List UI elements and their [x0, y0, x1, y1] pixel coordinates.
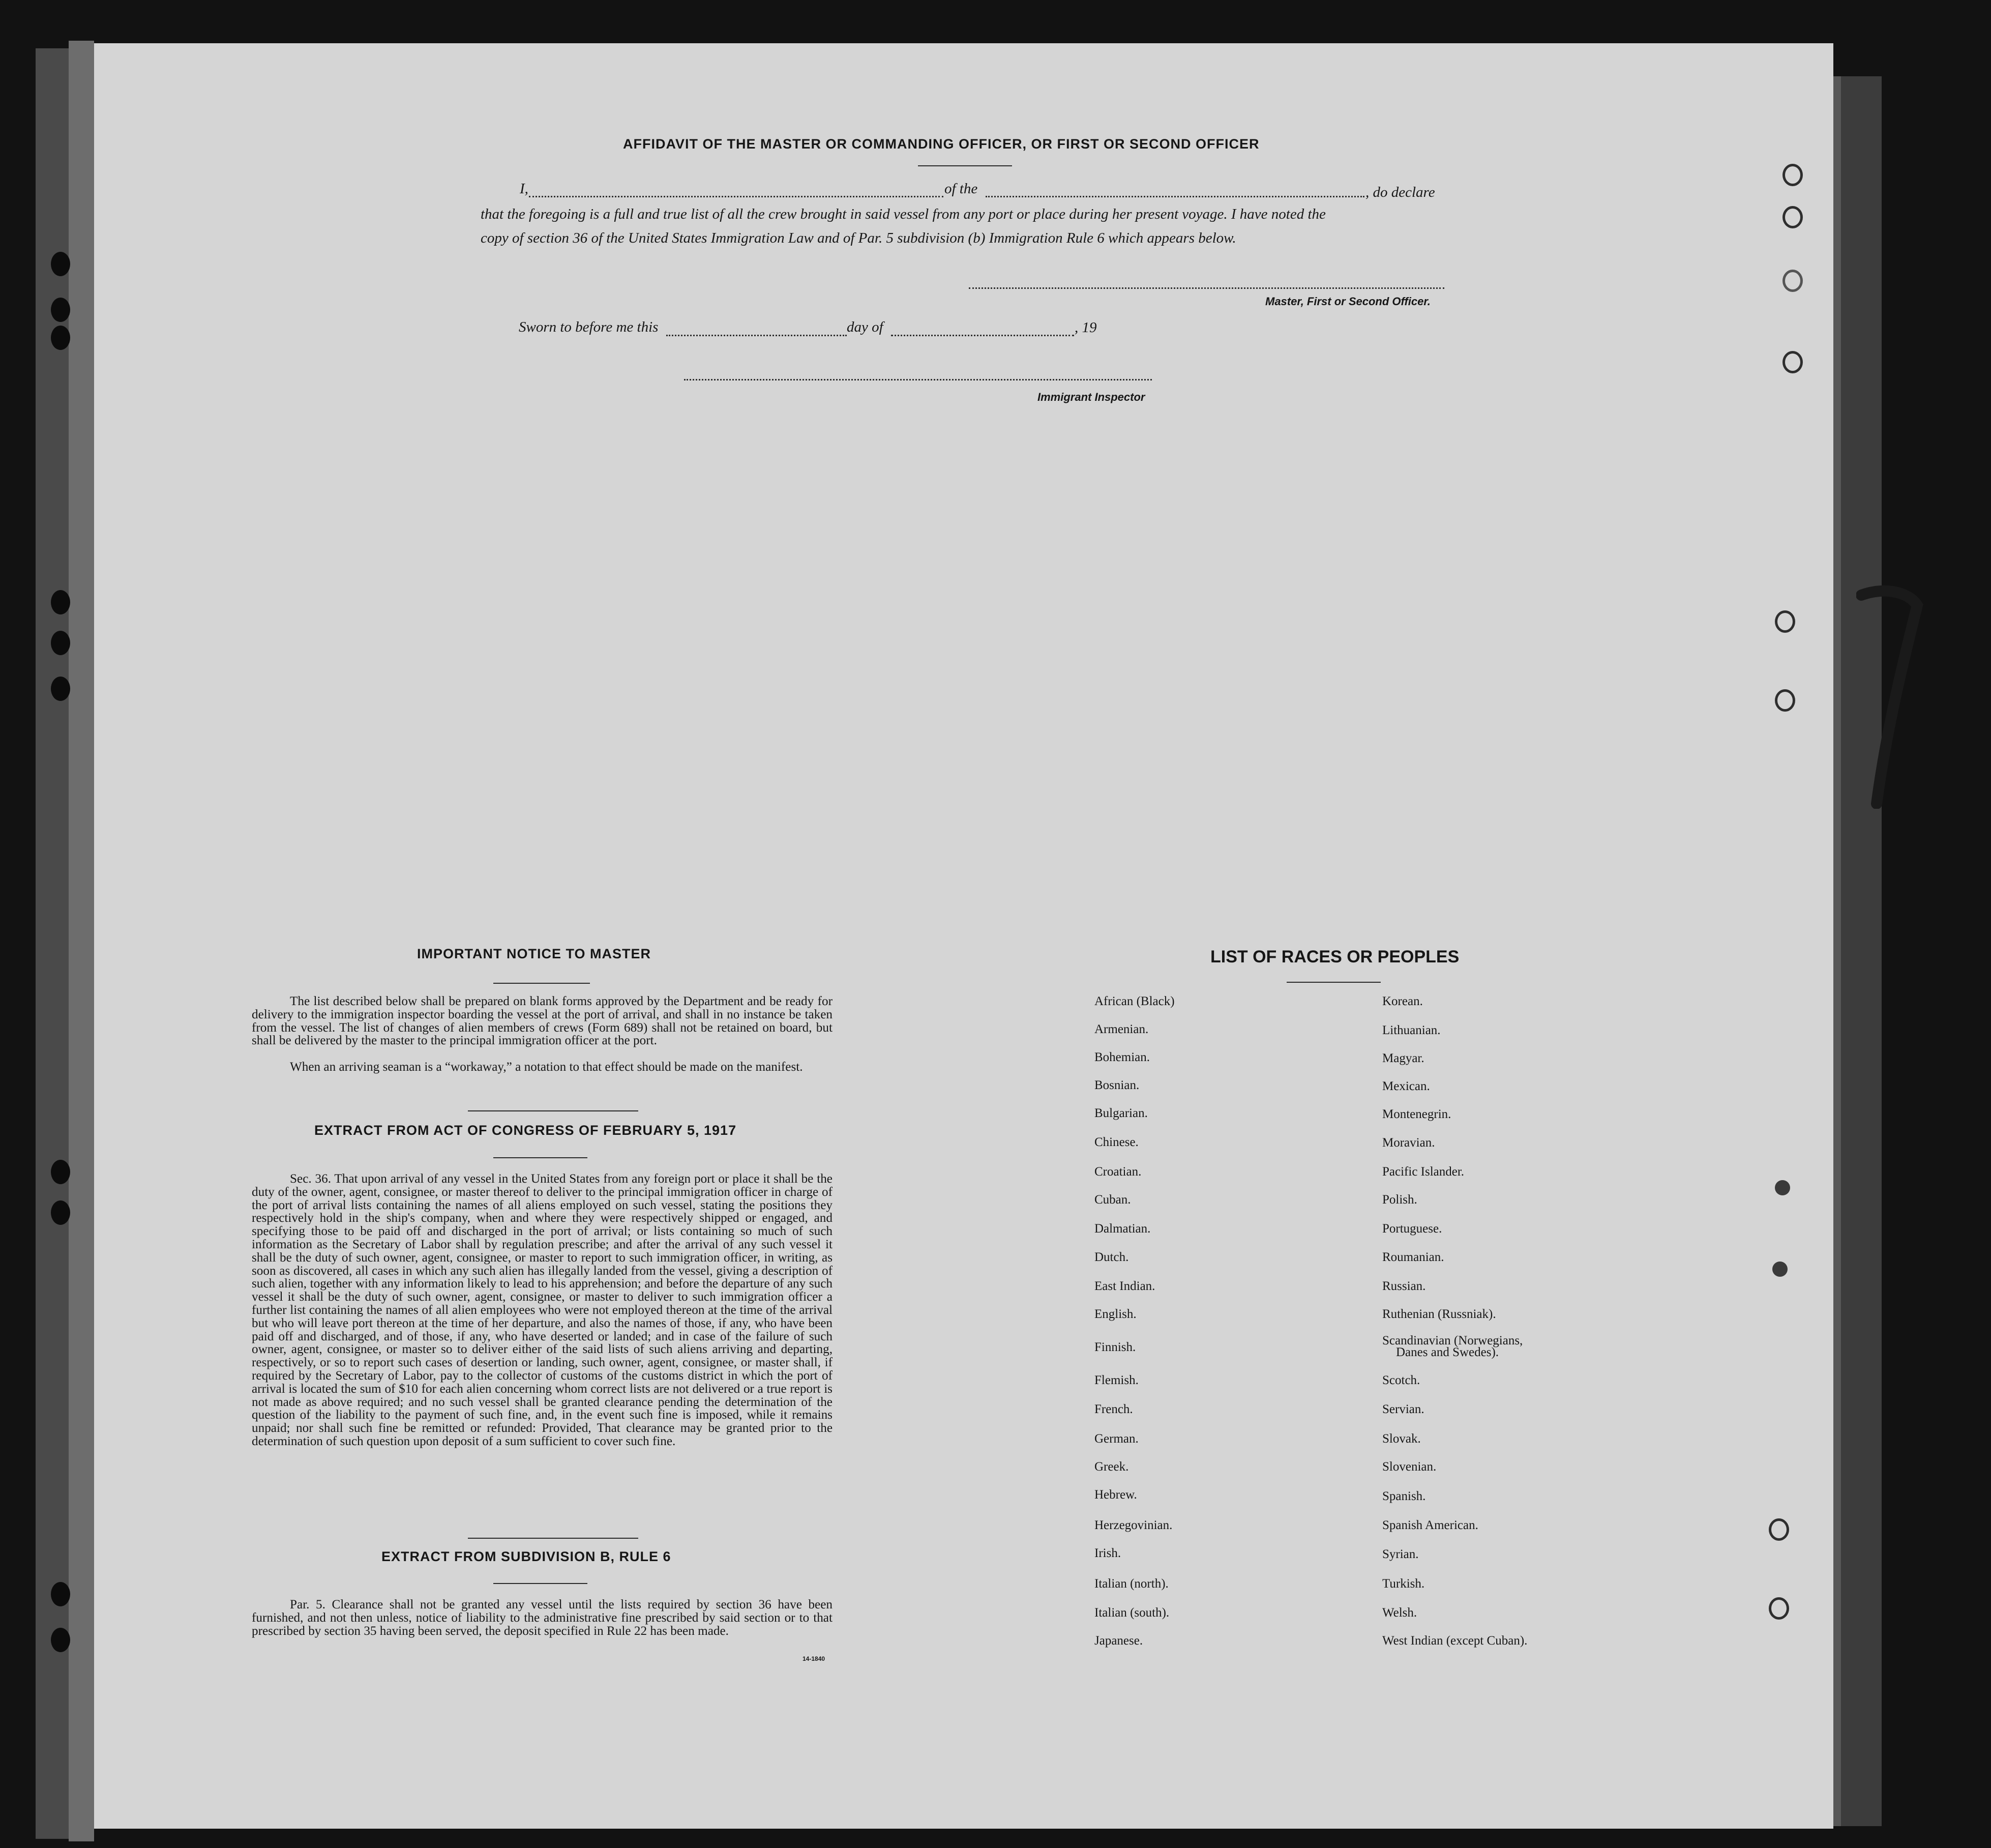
sworn-year-label: , 19: [1075, 319, 1097, 336]
left-race-item: Italian (south).: [1094, 1606, 1170, 1620]
inspector-signature-label: Immigrant Inspector: [1037, 391, 1145, 403]
divider: [1287, 982, 1381, 983]
left-race-item: Cuban.: [1094, 1193, 1131, 1207]
binder-edge-inner: [69, 41, 94, 1841]
right-race-item: Scandinavian (Norwegians,: [1382, 1334, 1523, 1347]
left-race-item: African (Black): [1094, 994, 1175, 1008]
right-race-item: Servian.: [1382, 1402, 1424, 1416]
sworn-day-of-label: day of: [847, 319, 883, 335]
affidavit-declare-label: , do declare: [1365, 184, 1435, 200]
divider: [468, 1538, 638, 1539]
left-race-item: Irish.: [1094, 1546, 1121, 1560]
right-race-item: Korean.: [1382, 994, 1423, 1008]
right-race-item: Portuguese.: [1382, 1222, 1442, 1236]
affidavit-of-the-label: of the: [944, 181, 978, 197]
vessel-field-line[interactable]: [986, 196, 1364, 197]
left-race-item: French.: [1094, 1402, 1133, 1416]
right-race-item: West Indian (except Cuban).: [1382, 1634, 1528, 1648]
punch-hole: [51, 1200, 70, 1225]
punch-hole: [1775, 610, 1795, 633]
left-race-item: Finnish.: [1094, 1340, 1136, 1354]
right-race-item: Syrian.: [1382, 1547, 1419, 1561]
punch-hole: [1782, 206, 1803, 228]
punch-hole: [51, 677, 70, 701]
punch-hole: [51, 298, 70, 322]
left-race-item: German.: [1094, 1432, 1139, 1446]
left-race-item: Herzegovinian.: [1094, 1518, 1173, 1532]
right-race-item: Montenegrin.: [1382, 1107, 1451, 1121]
par-5-text: Par. 5. Clearance shall not be granted any vessel until the lists required by section 36 have been furnished, and not then unless, notice of liability to the administrative fine prescribed by said section or to that prescribed by section 35 having been served, the deposit specified in Rule 22 has been made.: [252, 1598, 833, 1638]
right-race-item: Pacific Islander.: [1382, 1165, 1465, 1179]
affidavit-line-2: that the foregoing is a full and true list of all the crew brought in said vessel from any port or place during her present voyage. I have noted the: [481, 206, 1326, 222]
divider: [918, 165, 1012, 166]
divider: [468, 1110, 638, 1111]
extract-rule-title: EXTRACT FROM SUBDIVISION B, RULE 6: [381, 1549, 671, 1564]
punch-hole: [1772, 1262, 1788, 1277]
punch-hole: [1769, 1518, 1789, 1541]
punch-hole: [1775, 689, 1795, 712]
races-title: LIST OF RACES OR PEOPLES: [1210, 947, 1460, 966]
right-race-item: Slovak.: [1382, 1432, 1421, 1446]
punch-hole: [51, 252, 70, 276]
punch-hole: [51, 1628, 70, 1652]
left-race-item: Croatian.: [1094, 1165, 1142, 1179]
form-code: 14-1840: [803, 1655, 825, 1662]
affidavit-i-label: I,: [520, 181, 528, 197]
affidavit-title: AFFIDAVIT OF THE MASTER OR COMMANDING OFFICER, OR FIRST OR SECOND OFFICER: [623, 136, 1260, 152]
left-race-item: English.: [1094, 1307, 1137, 1321]
left-race-item: Hebrew.: [1094, 1488, 1137, 1502]
right-race-item: Slovenian.: [1382, 1460, 1437, 1474]
divider: [493, 983, 590, 984]
right-race-item: Mexican.: [1382, 1079, 1430, 1093]
left-race-item: Flemish.: [1094, 1373, 1139, 1387]
right-race-item: Lithuanian.: [1382, 1023, 1441, 1037]
left-race-item: Bosnian.: [1094, 1078, 1140, 1092]
punch-hole: [51, 1582, 70, 1606]
underlying-sheet-edge: [1841, 76, 1882, 1826]
punch-hole: [51, 326, 70, 350]
left-race-item: Greek.: [1094, 1460, 1129, 1474]
form-page: [94, 43, 1833, 1829]
right-race-item: Ruthenian (Russniak).: [1382, 1307, 1496, 1321]
right-race-item: Roumanian.: [1382, 1250, 1444, 1264]
divider: [493, 1583, 587, 1584]
left-race-item: Dutch.: [1094, 1250, 1129, 1264]
extract-act-title: EXTRACT FROM ACT OF CONGRESS OF FEBRUARY 5, 1917: [314, 1123, 737, 1138]
left-race-item: East Indian.: [1094, 1279, 1155, 1293]
punch-hole: [1782, 351, 1803, 373]
name-field-line[interactable]: [529, 196, 943, 197]
punch-hole: [1775, 1180, 1790, 1195]
left-race-item: Chinese.: [1094, 1135, 1139, 1149]
handwritten-margin-mark: [1856, 585, 1927, 809]
section-36-text: Sec. 36. That upon arrival of any vessel in the United States from any foreign port or place it shall be the duty of the owner, agent, consignee, or master thereof to deliver to the principal immigration officer in charge of the port of arrival lists containing the names of all aliens employed on such vessel, stating the positions they respectively hold in the ship's company, when and where they were respectively shipped or engaged, and specifying those to be paid off and discharged in the port of arrival; or lists containing so much of such information as the Secretary of Labor shall by regulation prescribe; and after the arrival of any such vessel it shall be the duty of such owner, agent, consignee, or master to report to such immigration officer, in writing, as soon as discovered, all cases in which any such alien has illegally landed from the vessel, giving a description of such alien, together with any information likely to lead to his apprehension; and before the departure of any such vessel it shall be the duty of such owner, agent, consignee, or master to deliver to such immigration officer a further list containing the names of all alien employees who were not employed thereon at the time of the arrival but who will leave port thereon at the time of her departure, and also the names of those, if any, who have been paid off and discharged, and of those, if any, who have deserted or landed; and in case of the failure of such owner, agent, consignee, or master so to deliver either of the said lists of such aliens arriving and departing, respectively, or so to report such cases of desertion or landing, such owner, agent, consignee, or master shall, if required by the Secretary of Labor, pay to the collector of customs of the customs district in which the port of arrival is located the sum of $10 for each alien concerning whom correct lists are not delivered or a true report is not made as above required; and no such vessel shall be granted clearance pending the determination of the question of the liability to the payment of such fine, and, in the event such fine is imposed, while it remains unpaid; nor shall such fine be remitted or refunded: Provided, That clearance may be granted prior to the determination of such question upon deposit of a sum sufficient to cover such fine.: [252, 1172, 833, 1448]
right-race-item: Scotch.: [1382, 1373, 1420, 1387]
race-item-continuation: Danes and Swedes).: [1396, 1345, 1499, 1359]
right-race-item: Polish.: [1382, 1193, 1417, 1207]
inspector-signature-line[interactable]: [684, 379, 1152, 380]
punch-hole: [51, 1160, 70, 1184]
notice-paragraph-2: When an arriving seaman is a “workaway,” a notation to that effect should be made on the manifest.: [290, 1060, 803, 1074]
sworn-day-field[interactable]: [666, 335, 847, 336]
right-race-item: Turkish.: [1382, 1577, 1425, 1591]
affidavit-line-3: copy of section 36 of the United States Immigration Law and of Par. 5 subdivision (b) Immigration Rule 6 which appears below.: [481, 230, 1236, 246]
left-race-item: Dalmatian.: [1094, 1222, 1151, 1236]
right-race-item: Moravian.: [1382, 1136, 1435, 1150]
notice-title: IMPORTANT NOTICE TO MASTER: [417, 946, 651, 961]
left-race-item: Japanese.: [1094, 1634, 1143, 1648]
right-race-item: Russian.: [1382, 1279, 1426, 1293]
divider: [493, 1157, 587, 1158]
master-signature-line[interactable]: [969, 287, 1444, 289]
left-race-item: Armenian.: [1094, 1022, 1149, 1036]
punch-hole: [1782, 270, 1803, 292]
right-race-item: Spanish American.: [1382, 1518, 1478, 1532]
right-race-item: Welsh.: [1382, 1606, 1417, 1620]
punch-hole: [51, 631, 70, 655]
punch-hole: [51, 590, 70, 614]
punch-hole: [1769, 1597, 1789, 1620]
right-race-item: Magyar.: [1382, 1051, 1424, 1065]
notice-paragraph-1: The list described below shall be prepared on blank forms approved by the Department and be ready for delivery to the immigration inspector boarding the vessel at the port of arrival, and shall in no instance be taken from the vessel. The list of changes of alien members of crews (Form 689) shall not be retained on board, but shall be delivered by the master to the principal immigration officer at the port.: [252, 994, 833, 1048]
sworn-prefix: Sworn to before me this: [519, 319, 659, 335]
punch-hole: [1782, 164, 1803, 186]
right-race-item: Spanish.: [1382, 1489, 1426, 1503]
left-race-item: Italian (north).: [1094, 1577, 1169, 1591]
master-signature-label: Master, First or Second Officer.: [1265, 295, 1431, 308]
sworn-month-field[interactable]: [891, 335, 1074, 336]
left-race-item: Bulgarian.: [1094, 1106, 1148, 1120]
left-race-item: Bohemian.: [1094, 1050, 1150, 1064]
